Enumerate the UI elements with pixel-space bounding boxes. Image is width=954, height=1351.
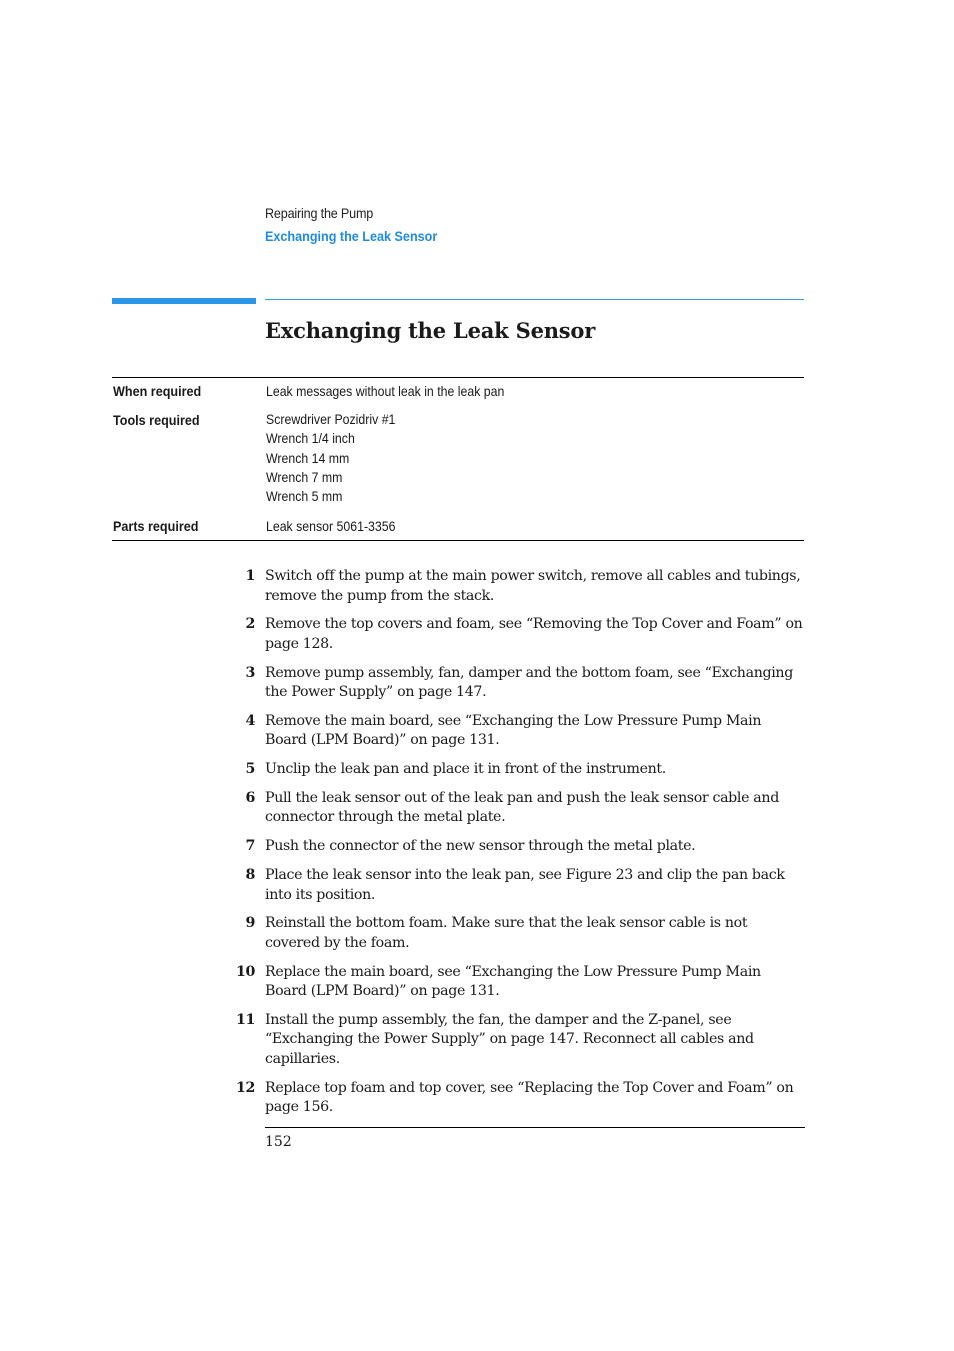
requirements-top-divider [112, 377, 804, 378]
step-text: Push the connector of the new sensor through the metal plate. [265, 838, 696, 855]
tool-item: Wrench 1/4 inch [266, 430, 355, 447]
step-text: Place the leak sensor into the leak pan, see Figure 23 and clip the pan back into its position. [265, 867, 785, 903]
breadcrumb [265, 205, 456, 244]
step-number: 8 [245, 867, 255, 884]
header-divider [265, 299, 804, 300]
step-text: Replace top foam and top cover, see “Replacing the Top Cover and Foam” on page 156. [265, 1079, 794, 1116]
step-number: 4 [245, 712, 255, 729]
step-number: 5 [245, 761, 255, 778]
step-text: Remove the top covers and foam, see “Removing the Top Cover and Foam” on page 128. [265, 616, 803, 652]
procedure-step [225, 789, 805, 828]
requirements-bottom-divider [112, 540, 804, 541]
procedure-step [225, 866, 805, 905]
procedure-steps [225, 567, 805, 1127]
parts-required-label: Parts required [113, 518, 199, 534]
parts-required-value: Leak sensor 5061-3356 [266, 518, 396, 534]
tool-item: Wrench 14 mm [266, 449, 350, 466]
tools-list [266, 410, 395, 506]
procedure-step [225, 615, 805, 654]
tool-item: Wrench 5 mm [266, 488, 343, 505]
procedure-step [225, 712, 805, 751]
page-number: 152 [265, 1134, 292, 1150]
procedure-step [225, 567, 805, 606]
breadcrumb-parent: Repairing the Pump [265, 205, 374, 221]
section-accent-bar [112, 298, 256, 304]
procedure-step [225, 963, 805, 1002]
step-number: 10 [235, 963, 255, 980]
page-title: Exchanging the Leak Sensor [265, 318, 596, 343]
step-number: 9 [245, 915, 255, 932]
step-number: 12 [235, 1079, 255, 1096]
step-text: Switch off the pump at the main power switch, remove all cables and tubings, remove the pump from the stack. [265, 568, 801, 604]
step-text: Remove the main board, see “Exchanging the Low Pressure Pump Main Board (LPM Board)” on page 131. [265, 712, 762, 749]
procedure-step [225, 837, 805, 857]
step-number: 1 [245, 568, 255, 584]
breadcrumb-current: Exchanging the Leak Sensor [265, 228, 438, 244]
tools-required-label: Tools required [113, 412, 200, 428]
step-text: Replace the main board, see “Exchanging the Low Pressure Pump Main Board (LPM Board)” on page 131. [265, 963, 761, 1000]
step-text: Install the pump assembly, the fan, the damper and the Z-panel, see “Exchanging the Power Supply” on page 147. Reconnect all cables and capillaries. [265, 1011, 754, 1067]
step-number: 7 [245, 838, 255, 855]
footer-divider [265, 1127, 805, 1128]
procedure-step [225, 914, 805, 953]
tool-item: Screwdriver Pozidriv #1 [266, 411, 396, 427]
procedure-step [225, 1011, 805, 1070]
procedure-step [225, 1079, 805, 1118]
procedure-step [225, 664, 805, 703]
tool-item: Wrench 7 mm [266, 468, 343, 485]
when-required-value: Leak messages without leak in the leak pan [266, 383, 505, 399]
step-number: 3 [245, 664, 255, 681]
step-text: Unclip the leak pan and place it in front of the instrument. [265, 761, 666, 778]
step-text: Remove pump assembly, fan, damper and the bottom foam, see “Exchanging the Power Supply” on page 147. [265, 664, 793, 701]
when-required-label: When required [113, 383, 202, 399]
step-number: 2 [245, 616, 255, 633]
step-text: Pull the leak sensor out of the leak pan and push the leak sensor cable and connector through the metal plate. [265, 789, 779, 826]
procedure-step [225, 760, 805, 780]
step-number: 11 [235, 1011, 255, 1028]
step-text: Reinstall the bottom foam. Make sure that the leak sensor cable is not covered by the foam. [265, 915, 748, 951]
step-number: 6 [245, 789, 255, 806]
